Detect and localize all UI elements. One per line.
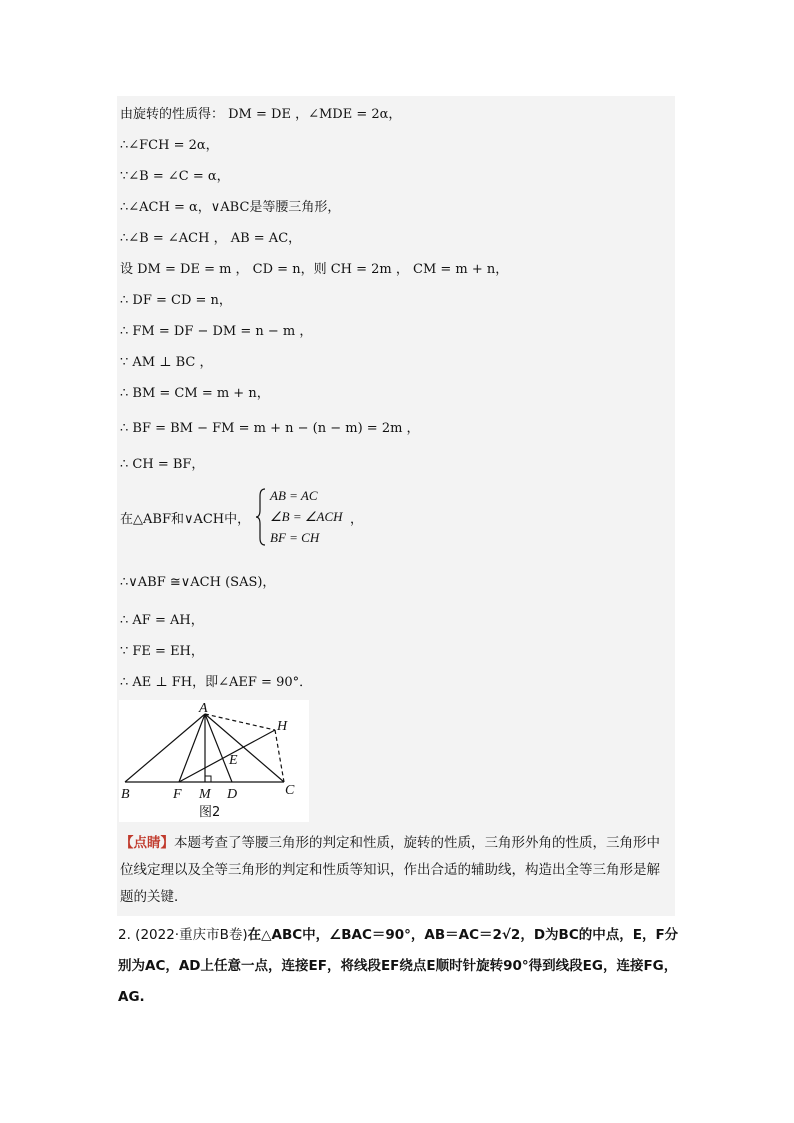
geometry-figure	[119, 700, 309, 822]
segment-hc	[275, 730, 284, 782]
segment-ad	[205, 714, 232, 782]
solution-line: ∴∠ACH = α，∨ABC是等腰三角形，	[120, 200, 341, 215]
segment-ac	[205, 714, 284, 782]
system-case: AB = AC	[270, 488, 318, 503]
point-label: E	[229, 753, 238, 768]
solution-line: ∵ FE = EH，	[120, 644, 204, 659]
triangle-diagram	[119, 700, 309, 822]
point-label: B	[121, 787, 130, 802]
solution-line: ∵∠B = ∠C = α，	[120, 169, 230, 184]
solution-line: ∴∨ABF ≅∨ACH (SAS)，	[120, 575, 276, 590]
solution-line: ∴ FM = DF − DM = n − m ，	[120, 324, 313, 339]
point-label: F	[173, 787, 182, 802]
segment-ab	[125, 714, 205, 782]
solution-line: ∴ BF = BM − FM = m + n − (n − m) = 2m ，	[120, 421, 420, 436]
solution-line: ∴ BM = CM = m + n，	[120, 386, 270, 401]
comment-text: 本题考查了等腰三角形的判定和性质，旋转的性质，三角形外角的性质，三角形中位线定理以及全等三角形的判定和性质等知识，作出合适的辅助线，构造出全等三角形是解题的关键．	[120, 835, 660, 905]
solution-line: ∴ CH = BF，	[120, 457, 205, 472]
solution-line: ∴ AE ⊥ FH，即∠AEF = 90°．	[120, 675, 313, 690]
system-case: BF = CH	[270, 530, 320, 545]
solution-line: 设 DM = DE = m ， CD = n，则 CH = 2m ， CM = m + n，	[120, 262, 509, 277]
solution-line: ∴ DF = CD = n，	[120, 293, 232, 308]
solution-line: ∴∠B = ∠ACH ， AB = AC，	[120, 231, 302, 246]
solution-block	[117, 96, 675, 916]
system-lead: 在△ABF和∨ACH中，	[120, 512, 251, 527]
solution-line: ∴∠FCH = 2α，	[120, 138, 219, 153]
comment-paragraph	[120, 830, 672, 911]
segment-af	[179, 714, 205, 782]
point-label: C	[285, 783, 295, 798]
figure-caption: 图2	[199, 805, 221, 820]
point-label: M	[199, 787, 211, 802]
point-label: D	[227, 787, 238, 802]
solution-line: ∵ AM ⊥ BC ，	[120, 355, 213, 370]
system-tail: ，	[350, 512, 364, 527]
segment-ah	[205, 714, 275, 730]
problem-number: 2. (2022·重庆市B卷)	[118, 927, 248, 943]
problem-text: 在△ABC中，∠BAC＝90°，AB＝AC＝2√2，D为BC的中点，E，F分别为AC，AD上任意一点，连接EF，将线段EF绕点E顺时针旋转90°得到线段EG，连接FG，AG.	[118, 927, 679, 1005]
system-case: ∠B = ∠ACH	[270, 509, 343, 524]
solution-line: 由旋转的性质得： DM = DE ，∠MDE = 2α，	[120, 107, 402, 122]
point-label: A	[199, 701, 208, 716]
right-angle-mark	[205, 776, 211, 782]
solution-line: ∴ AF = AH，	[120, 613, 204, 628]
point-label: H	[277, 719, 288, 734]
segment-fh	[179, 730, 275, 782]
left-brace-icon	[256, 488, 266, 546]
comment-tag: 【点睛】	[120, 835, 174, 851]
problem-paragraph	[118, 920, 682, 1013]
